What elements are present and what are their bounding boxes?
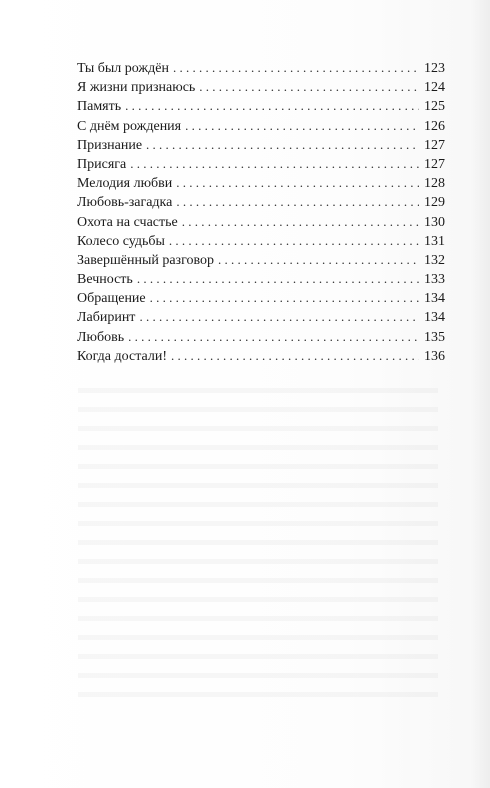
dot-leader <box>169 231 419 250</box>
dot-leader <box>139 307 419 326</box>
toc-entry-title: Я жизни признаюсь <box>77 80 196 96</box>
toc-entry-page: 125 <box>424 99 445 115</box>
toc-entry-page: 123 <box>424 61 445 76</box>
toc-entry-page: 132 <box>424 252 445 268</box>
toc-entry <box>77 116 445 135</box>
toc-entry <box>77 231 445 250</box>
toc-entry <box>77 135 445 154</box>
toc-entry-title: Мелодия любви <box>77 176 173 192</box>
toc-entry-page: 126 <box>424 118 445 134</box>
dot-leader <box>176 192 419 211</box>
toc-entry-title: Ты был рождён <box>77 61 169 76</box>
dot-leader <box>185 116 419 135</box>
toc-entry <box>77 77 445 96</box>
toc-entry <box>77 58 445 77</box>
toc-entry-title: Колесо судьбы <box>77 233 165 249</box>
dot-leader <box>171 346 419 365</box>
toc-entry-page: 136 <box>424 348 445 364</box>
toc-entry <box>77 212 445 231</box>
dot-leader <box>199 77 419 96</box>
dot-leader <box>130 154 419 173</box>
toc-entry-title: Любовь-загадка <box>77 195 173 211</box>
toc-entry-page: 130 <box>424 214 445 230</box>
toc-entry <box>77 288 445 307</box>
toc-entry-title: Вечность <box>77 272 133 288</box>
toc-entry <box>77 96 445 115</box>
dot-leader <box>146 135 419 154</box>
toc-entry <box>77 154 445 173</box>
dot-leader <box>173 58 419 77</box>
dot-leader <box>125 96 419 115</box>
toc-entry-page: 127 <box>424 156 445 172</box>
toc-entry-title: Когда достали! <box>77 348 167 364</box>
dot-leader <box>182 212 419 231</box>
toc-entry-page: 129 <box>424 195 445 211</box>
toc-entry <box>77 269 445 288</box>
toc-entry-title: Присяга <box>77 156 127 172</box>
dot-leader <box>176 173 419 192</box>
dot-leader <box>128 327 419 346</box>
toc-entry-page: 133 <box>424 272 445 288</box>
toc-entry-page: 135 <box>424 329 445 345</box>
toc-entry-title: Память <box>77 99 122 115</box>
toc-entry-page: 128 <box>424 176 445 192</box>
toc-entry-title: Охота на счастье <box>77 214 178 230</box>
toc-entry-title: Завершённый разговор <box>77 252 214 268</box>
toc-entry <box>77 192 445 211</box>
toc-entry <box>77 307 445 326</box>
toc-entry-page: 124 <box>424 80 445 96</box>
toc-entry <box>77 327 445 346</box>
toc-entry <box>77 173 445 192</box>
toc-entry-title: С днём рождения <box>77 118 182 134</box>
show-through-text <box>78 378 438 708</box>
toc-entry <box>77 346 445 365</box>
toc-entry-page: 127 <box>424 137 445 153</box>
dot-leader <box>218 250 419 269</box>
toc-entry-page: 134 <box>424 291 445 307</box>
toc-entry-page: 131 <box>424 233 445 249</box>
toc-entry-title: Лабиринт <box>77 310 136 326</box>
toc-entry-title: Любовь <box>77 329 125 345</box>
toc-entry-title: Признание <box>77 137 143 153</box>
toc-entry <box>77 250 445 269</box>
dot-leader <box>150 288 419 307</box>
table-of-contents <box>77 58 445 365</box>
toc-entry-page: 134 <box>424 310 445 326</box>
toc-entry-title: Обращение <box>77 291 146 307</box>
dot-leader <box>137 269 419 288</box>
page-edge-shadow <box>470 0 490 788</box>
